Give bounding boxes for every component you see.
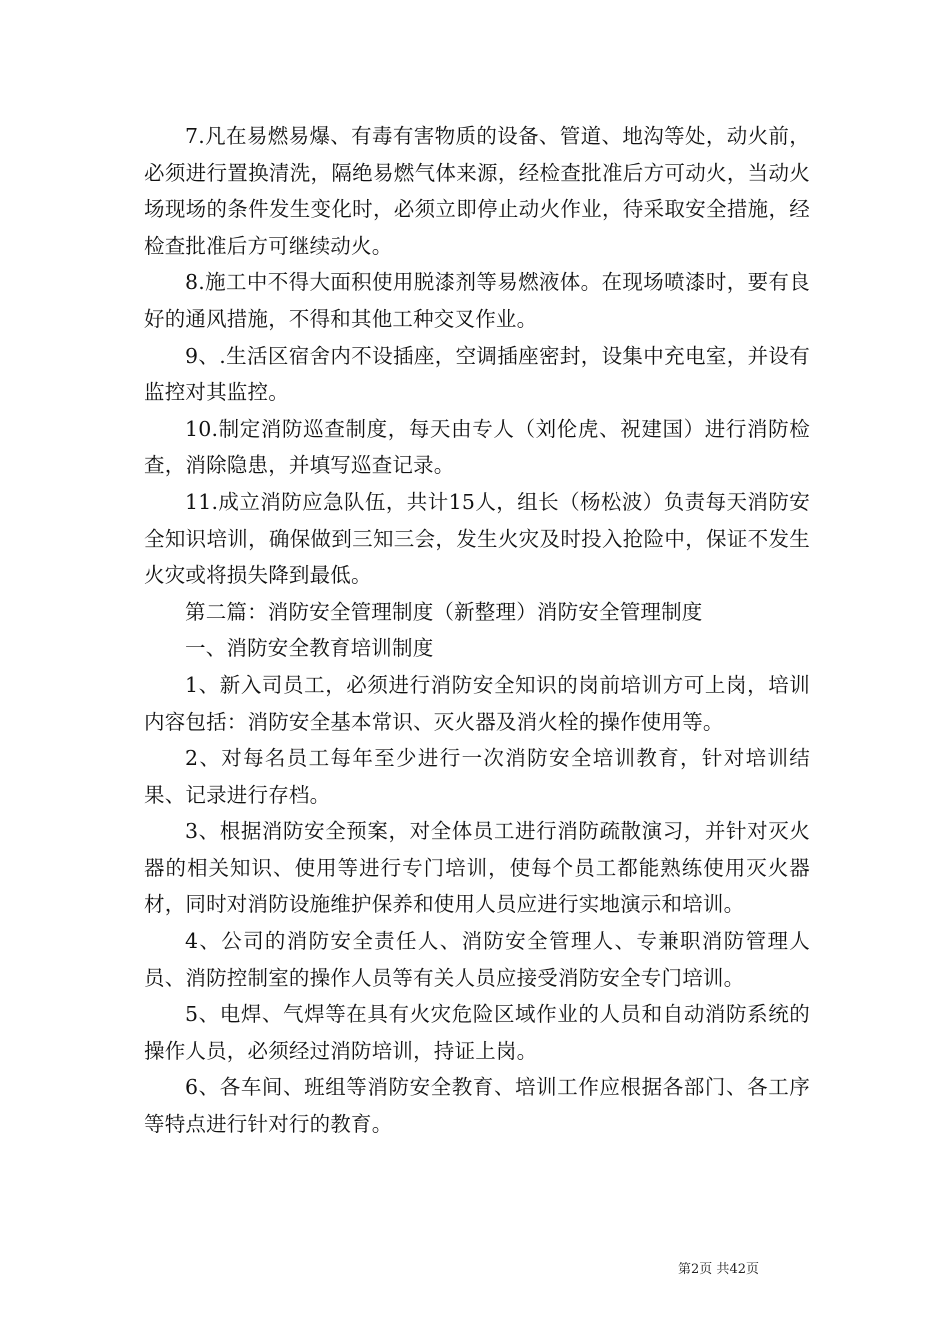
page-prefix: 第 (678, 1262, 692, 1277)
document-body (144, 118, 810, 1143)
page-number (678, 1258, 759, 1277)
subsection-heading-training: 一、消防安全教育培训制度 (185, 636, 434, 661)
page-current: 2 (691, 1262, 700, 1277)
paragraph-item-7: 7.凡在易燃易爆、有毒有害物质的设备、管道、地沟等处，动火前，必须进行置换清洗，隔绝易燃气体来源，经检查批准后方可动火，当动火场现场的条件发生变化时，必须立即停止动火作业，待采取安全措施，经检查批准后方可继续动火。 (144, 124, 810, 258)
page-middle: 页 共 (699, 1262, 730, 1277)
paragraph-item-10: 10.制定消防巡查制度，每天由专人（刘伦虎、祝建国）进行消防检查，消除隐患，并填写巡查记录。 (144, 416, 810, 478)
paragraph-training-1: 1、新入司员工，必须进行消防安全知识的岗前培训方可上岗，培训内容包括：消防安全基本常识、灭火器及消火栓的操作使用等。 (144, 672, 810, 734)
page-suffix: 页 (745, 1262, 759, 1277)
paragraph-training-5: 5、电焊、气焊等在具有火灾危险区域作业的人员和自动消防系统的操作人员，必须经过消防培训，持证上岗。 (144, 1002, 810, 1063)
paragraph-training-2: 2、对每名员工每年至少进行一次消防安全培训教育，针对培训结果、记录进行存档。 (144, 746, 810, 807)
paragraph-training-4: 4、公司的消防安全责任人、消防安全管理人、专兼职消防管理人员、消防控制室的操作人员等有关人员应接受消防安全专门培训。 (144, 929, 810, 990)
page-total: 42 (729, 1262, 746, 1277)
paragraph-training-6: 6、各车间、班组等消防安全教育、培训工作应根据各部门、各工序等特点进行针对行的教育。 (144, 1075, 810, 1137)
section-heading-part-two: 第二篇：消防安全管理制度（新整理）消防安全管理制度 (185, 599, 703, 624)
paragraph-item-11: 11.成立消防应急队伍，共计15人，组长（杨松波）负责每天消防安全知识培训，确保做到三知三会，发生火灾及时投入抢险中，保证不发生火灾或将损失降到最低。 (144, 489, 810, 588)
paragraph-training-3: 3、根据消防安全预案，对全体员工进行消防疏散演习，并针对灭火器的相关知识、使用等进行专门培训，使每个员工都能熟练使用灭火器材，同时对消防设施维护保养和使用人员应进行实地演示和培训。 (144, 819, 810, 917)
paragraph-item-8: 8.施工中不得大面积使用脱漆剂等易燃液体。在现场喷漆时，要有良好的通风措施，不得和其他工种交叉作业。 (144, 270, 810, 331)
paragraph-item-9: 9、.生活区宿舍内不设插座，空调插座密封，设集中充电室，并设有监控对其监控。 (144, 343, 810, 405)
